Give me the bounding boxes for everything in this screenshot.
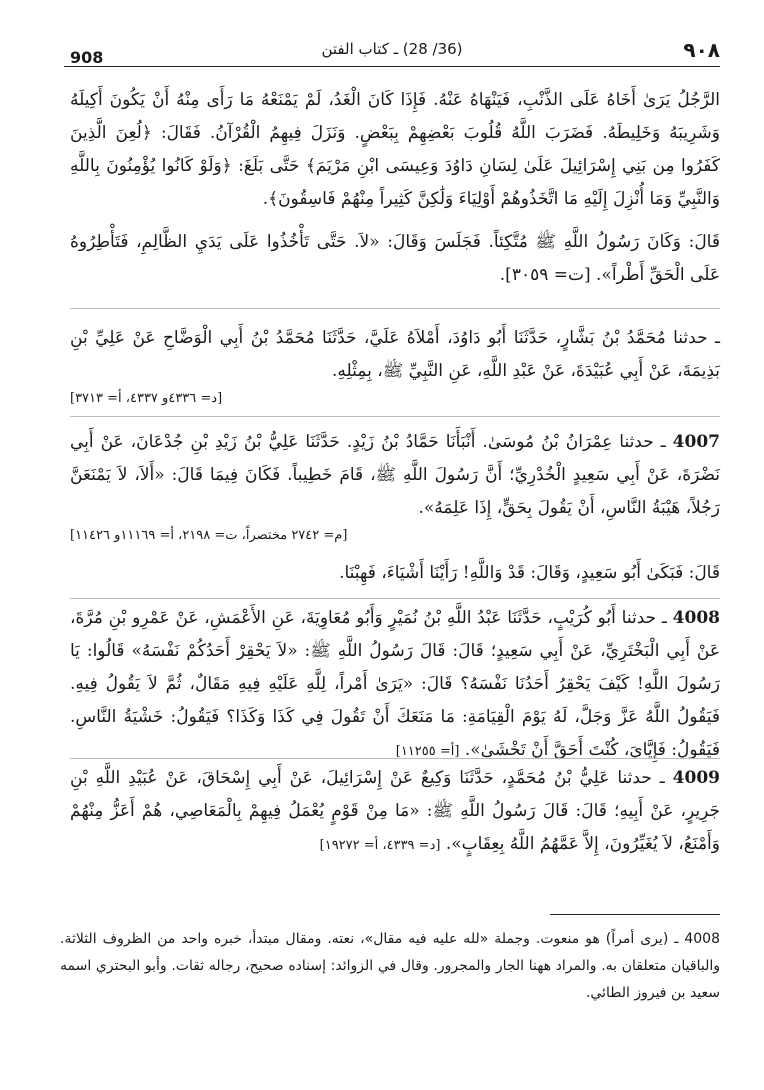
hadith-number: 4009 <box>672 768 720 788</box>
hadith-text <box>70 426 720 525</box>
hadith-text <box>70 762 720 862</box>
hadith-reference: [د= ٤٣٣٦و ٤٣٣٧، أ= ٣٧١٣] <box>70 391 223 406</box>
hadith-text <box>70 602 720 768</box>
footnote-text: ـ (يرى أمراً) هو منعوت. وجملة «لله عليه فيه مقال»، نعته. ومقال مبتدأ، خبره واحد من الظروف الثلاثة. والباقيان متعلقان به. والمراد ههنا الجار والمجرور. وقال في الزوائد: إسناده صحيح، رجاله ثقات. وأبو البحتري اسمه سعيد بن فيروز الطائي. <box>60 931 720 1001</box>
footnote-number: 4008 <box>684 931 720 947</box>
page-number-latin: 908 <box>70 48 104 67</box>
hadith-body: ـ حدثنا عِمْرَانُ بْنُ مُوسَىٰ. أَنْبَأَنَا حَمَّادُ بْنُ زَيْدٍ. حَدَّثَنَا عَلِيُّ بْنُ زَيْدِ بْنِ جُدْعَانَ، عَنْ أَبِي نَضْرَةَ، عَنْ أَبِي سَعِيدٍ الْخُدْرِيِّ؛ أَنَّ رَسُولَ اللَّهِ ﷺ، قَامَ خَطِيباً. فَكَانَ فِيمَا قَالَ: «أَلاَ، لاَ يَمْنَعَنَّ رَجُلاً، هَيْبَةُ النَّاسِ، أَنْ يَقُولَ بِحَقٍّ، إِذَا عَلِمَهُ». <box>70 432 720 518</box>
hadith-reference: [أ= ١١٢٥٥] <box>395 744 460 759</box>
section-divider <box>70 308 720 309</box>
section-divider <box>70 598 720 599</box>
section-divider <box>70 416 720 417</box>
hadith-number: 4008 <box>672 608 720 628</box>
hadith-body: ـ حدثنا عَلِيُّ بْنُ مُحَمَّدٍ، حَدَّثَنَا وَكِيعٌ عَنْ إِسْرَائِيلَ، عَنْ أَبِي إِسْحَاقَ، عَنْ عُبَيْدِ اللَّهِ بْنِ جَرِيرٍ، عَنْ أَبِيهِ؛ قَالَ: قَالَ رَسُولُ اللَّهِ ﷺ: «مَا مِنْ قَوْمٍ يُعْمَلُ فِيهِمْ بِالْمَعَاصِي، هُمْ أَعَزُّ مِنْهُمْ وَأَمْنَعُ، لاَ يُغَيِّرُونَ، إِلاَّ عَمَّهُمُ اللَّهُ بِعِقَابٍ». <box>70 768 720 854</box>
hadith-block <box>70 322 720 410</box>
continuation-block <box>70 84 720 292</box>
running-title: (36/ 28) ـ كتاب الفتن <box>321 40 463 58</box>
paragraph: قَالَ: وَكَانَ رَسُولُ اللَّهِ ﷺ مُتَّكِئاً. فَجَلَسَ وَقَالَ: «لاَ. حَتَّى تَأْخُذُوا عَلَى يَدَيِ الظَّالِمِ، فَتَأْطِرُوهُ عَلَى الْحَقِّ أَطْراً». [ت= ٣٠٥٩]. <box>70 232 720 285</box>
hadith-text: ـ حدثنا مُحَمَّدُ بْنُ بَشَّارٍ، حَدَّثَنَا أَبُو دَاوُدَ، أَمْلاَهُ عَلَيَّ، حَدَّثَنَا مُحَمَّدُ بْنُ أَبِي الْوَضَّاحِ عَنْ عَلِيِّ بْنِ بَذِيمَةَ، عَنْ أَبِي عُبَيْدَةَ، عَنْ عَبْدِ اللَّهِ، عَنِ النَّبِيِّ ﷺ، بِمِثْلِهِ. <box>70 328 720 381</box>
page-number-arabic: ٩٠٨ <box>683 38 720 62</box>
hadith-after: قَالَ: فَبَكَىٰ أَبُو سَعِيدٍ، وَقَالَ: قَدْ وَاللَّهِ! رَأَيْنَا أَشْيَاءَ، فَهِبْنَا. <box>339 563 720 583</box>
paragraph: الرَّجُلُ يَرَىٰ أَخَاهُ عَلَى الذَّنْبِ، فَيَنْهَاهُ عَنْهُ. فَإِذَا كَانَ الْغَدُ، لَمْ يَمْنَعْهُ مَا رَأَى مِنْهُ أَنْ يَكُونَ أَكِيلَهُ وَشَرِيبَهُ وَخَلِيطَهُ. فَضَرَبَ اللَّهُ قُلُوبَ بَعْضِهِمْ بِبَعْضٍ. وَنَزَلَ فِيهِمُ الْقُرْآنُ. فَقَالَ: ﴿لُعِنَ الَّذِينَ كَفَرُوا مِن بَنِي إِسْرَائِيلَ عَلَىٰ لِسَانِ دَاوُدَ وَعِيسَى ابْنِ مَرْيَمَ﴾ حَتَّى بَلَغَ: ﴿وَلَوْ كَانُوا يُؤْمِنُونَ بِاللَّهِ وَالنَّبِيِّ وَمَا أُنْزِلَ إِلَيْهِ مَا اتَّخَذُوهُمْ أَوْلِيَاءَ وَلَٰكِنَّ كَثِيراً مِنْهُمْ فَاسِقُونَ﴾. <box>70 90 720 209</box>
page-header <box>64 30 720 67</box>
hadith-reference: [د= ٤٣٣٩، أ= ١٩٢٧٢] <box>319 838 441 853</box>
hadith-body: ـ حدثنا أَبُو كُرَيْبٍ، حَدَّثَنَا عَبْدُ اللَّهِ بْنُ نُمَيْرٍ وَأَبُو مُعَاوِيَةَ، عَنِ الأَعْمَشِ، عَنْ عَمْرِو بْنِ مُرَّةَ، عَنْ أَبِي الْبَخْتَرِيِّ، عَنْ أَبِي سَعِيدٍ؛ قَالَ: قَالَ رَسُولُ اللَّهِ ﷺ: «لاَ يَحْقِرْ أَحَدُكُمْ نَفْسَهُ» قَالُوا: يَا رَسُولَ اللَّهِ! كَيْفَ يَحْقِرُ أَحَدُنَا نَفْسَهُ؟ قَالَ: «يَرَىٰ أَمْراً، لِلَّهِ عَلَيْهِ فِيهِ مَقَالٌ، ثُمَّ لاَ يَقُولُ فِيهِ. فَيَقُولُ اللَّهُ عَزَّ وَجَلَّ، لَهُ يَوْمَ الْقِيَامَةِ: مَا مَنَعَكَ أَنْ تَقُولَ فِي كَذَا وَكَذَا؟ فَيَقُولُ: خَشْيَةُ النَّاسِ. فَيَقُولُ: فَإِيَّايَ، كُنْتَ أَحَقَّ أَنْ تَخْشَىٰ». <box>70 608 720 760</box>
hadith-block-4008 <box>70 602 720 768</box>
section-divider <box>70 758 720 759</box>
hadith-reference: [م= ٢٧٤٢ مختصراً، ت= ٢١٩٨، أ= ١١١٦٩و ١١٤٢٦] <box>70 528 348 543</box>
footnote <box>60 926 720 1007</box>
header-rule <box>64 66 720 67</box>
footnote-rule <box>550 914 720 915</box>
hadith-block-4009 <box>70 762 720 862</box>
hadith-number: 4007 <box>672 432 720 452</box>
hadith-block-4007 <box>70 426 720 590</box>
